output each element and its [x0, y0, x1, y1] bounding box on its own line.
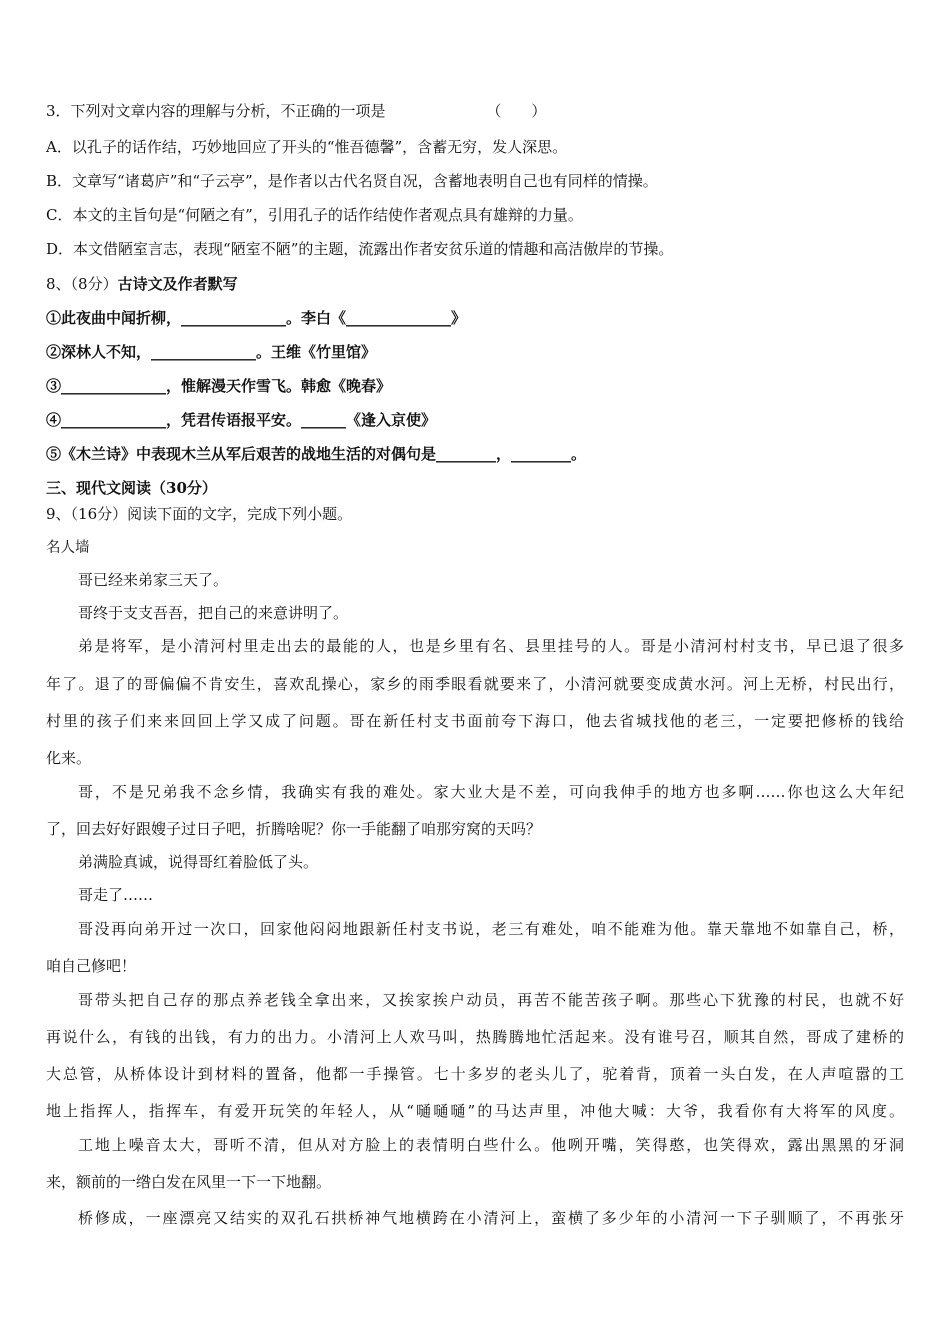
recitation-item-4: ④______________，凭君传语报平安。______《逢入京使》 [46, 411, 437, 429]
recitation-item-3: ③______________，惟解漫天作雪飞。韩愈《晚春》 [46, 377, 392, 395]
article-line: 哥已经来弟家三天了。 [78, 571, 229, 589]
article-line: 再说什么，有钱的出钱，有力的出力。小清河上人欢马叫，热腾腾地忙活起来。没有谁号召，顺其自然，哥成了建桥的 [46, 1028, 904, 1046]
article-line: 化来。 [46, 749, 92, 767]
article-line: 哥走了…… [78, 886, 154, 904]
section-3-heading: 三、现代文阅读（30分） [46, 479, 217, 497]
article-line: 大总管，从桥体设计到材料的置备，他都一手操管。七十多岁的老头儿了，驼着背，顶着一头白发，在人声喧嚣的工 [46, 1065, 904, 1083]
article-line: 年了。退了的哥偏偏不肯安生，喜欢乱操心，家乡的雨季眼看就要来了，小清河就要变成黄水河。河上无桥，村民出行， [46, 675, 904, 693]
article-line: 地上指挥人，指挥车，有爱开玩笑的年轻人，从“嗵嗵嗵”的马达声里，冲他大喊：大爷，我看你有大将军的风度。 [46, 1102, 904, 1120]
article-line: 工地上噪音太大，哥听不清，但从对方脸上的表情明白些什么。他咧开嘴，笑得憨，也笑得欢，露出黑黑的牙洞 [78, 1136, 904, 1154]
question-3-option-c: C．本文的主旨句是“何陋之有”，引用孔子的话作结使作者观点具有雄辩的力量。 [46, 206, 583, 224]
article-line: 来，额前的一绺白发在风里一下一下地翻。 [46, 1173, 332, 1191]
question-9-intro: 9、（16分）阅读下面的文字，完成下列小题。 [46, 505, 353, 523]
article-line: 哥没再向弟开过一次口，回家他闷闷地跟新任村支书说，老三有难处，咱不能难为他。靠天靠地不如靠自己，桥， [78, 920, 904, 938]
recitation-item-1: ①此夜曲中闻折柳，______________。李白《______________》 [46, 309, 467, 327]
question-3-option-a: A．以孔子的话作结，巧妙地回应了开头的“惟吾德馨”，含蓄无穷，发人深思。 [46, 138, 568, 156]
article-line: 弟是将军，是小清河村里走出去的最能的人，也是乡里有名、县里挂号的人。哥是小清河村村支书，早已退了很多 [78, 637, 904, 655]
article-line: 哥终于支支吾吾，把自己的来意讲明了。 [78, 604, 349, 622]
question-3-option-d: D．本文借陋室言志，表现“陋室不陋”的主题，流露出作者安贫乐道的情趣和高洁傲岸的节操。 [46, 240, 674, 258]
question-8-heading [46, 274, 238, 294]
article-title: 名人墙 [46, 540, 90, 556]
article-line: 村里的孩子们来来回回上学又成了问题。哥在新任村支书面前夸下海口，他去省城找他的老三，一定要把修桥的钱给 [46, 712, 904, 730]
recitation-item-2: ②深林人不知，______________。王维《竹里馆》 [46, 343, 377, 361]
article-line: 桥修成，一座漂亮又结实的双孔石拱桥神气地横跨在小清河上，蛮横了多少年的小清河一下子驯顺了，不再张牙 [78, 1209, 904, 1227]
question-3-stem-text: 3．下列对文章内容的理解与分析，不正确的一项是 [46, 102, 386, 120]
recitation-item-5: ⑤《木兰诗》中表现木兰从军后艰苦的战地生活的对偶句是________，________。 [46, 445, 587, 463]
article-line: 咱自己修吧！ [46, 957, 137, 975]
question-3-option-b: B．文章写“诸葛庐”和“子云亭”，是作者以古代名贤自况，含蓄地表明自己也有同样的情操。 [46, 172, 658, 190]
article-line: 哥带头把自己存的那点养老钱全拿出来，又挨家挨户动员，再苦不能苦孩子啊。那些心下犹豫的村民，也就不好 [78, 991, 904, 1009]
question-8-title: 古诗文及作者默写 [117, 275, 238, 293]
article-line: 弟满脸真诚，说得哥红着脸低了头。 [78, 853, 319, 871]
article-line: 哥，不是兄弟我不念乡情，我确实有我的难处。家大业大是不差，可向我伸手的地方也多啊……你也这么大年纪 [78, 783, 904, 801]
article-line: 了，回去好好跟嫂子过日子吧，折腾啥呢？你一手能翻了咱那穷窝的天吗？ [46, 820, 542, 838]
question-8-prefix: 8、（8分） [46, 275, 118, 293]
answer-bracket: （ ） [486, 102, 547, 120]
question-3-stem [46, 101, 546, 121]
